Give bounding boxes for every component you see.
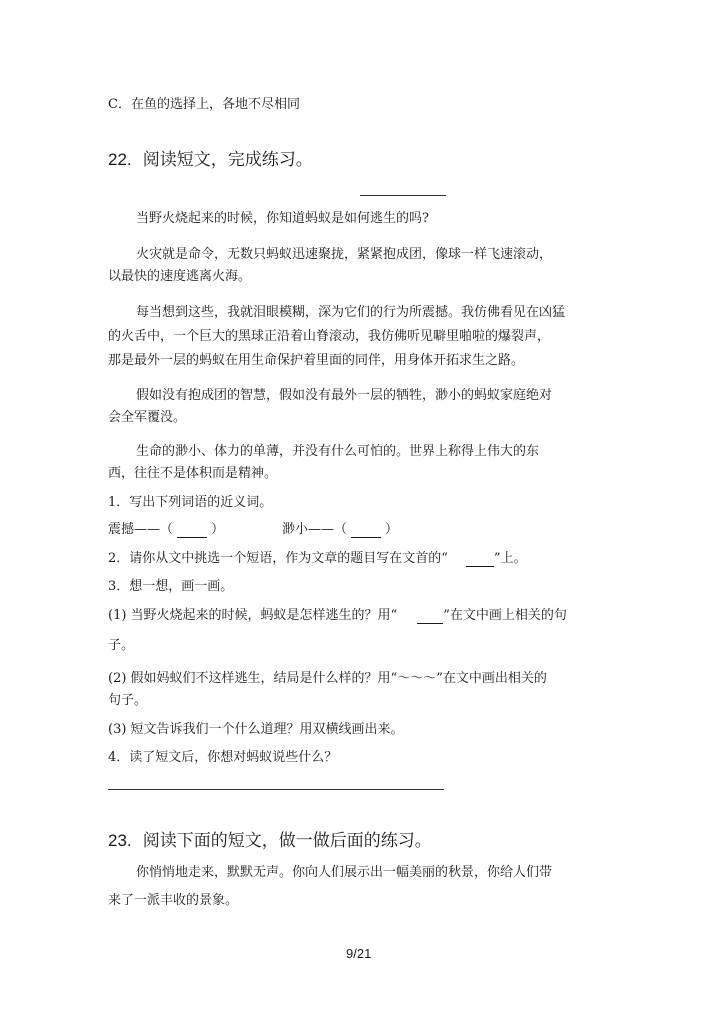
passage-line: 来了一派丰收的景象。 bbox=[108, 893, 239, 908]
passage-line: 生命的渺小、体力的单薄，并没有什么可怕的。世界上称得上伟大的东 bbox=[136, 444, 540, 459]
synonym-close: ） bbox=[385, 522, 399, 537]
task-3-1-cont: 子。 bbox=[108, 638, 135, 653]
task-3-1 bbox=[108, 604, 567, 624]
question-22-heading bbox=[108, 145, 313, 170]
passage-line: 你悄悄地走来，默默无声。你向人们展示出一幅美丽的秋景，你给人们带 bbox=[136, 865, 553, 880]
page-number: 9/21 bbox=[346, 946, 372, 961]
answer-blank[interactable] bbox=[466, 551, 494, 567]
synonym-item bbox=[282, 518, 398, 538]
passage-line: 假如没有抱成团的智慧，假如没有最外一层的牺牲，渺小的蚂蚁家庭绝对 bbox=[136, 388, 553, 403]
task-3-3: (3) 短文告诉我们一个什么道理？用双横线画出来。 bbox=[108, 722, 404, 737]
answer-blank[interactable] bbox=[177, 522, 207, 538]
task-4: 4．读了短文后，你想对蚂蚁说些什么？ bbox=[108, 750, 338, 765]
task-3-1-end: ”在文中画上相关的句 bbox=[443, 608, 567, 623]
synonym-close: ） bbox=[211, 522, 225, 537]
synonym-item bbox=[108, 518, 224, 538]
passage-line: 会全军覆没。 bbox=[108, 410, 187, 425]
task-2-text: 2．请你从文中挑选一个短语，作为文章的题目写在文首的“ bbox=[108, 551, 448, 566]
task-3-2-cont: 句子。 bbox=[108, 693, 148, 708]
question-title: 阅读下面的短文，做一做后面的练习。 bbox=[142, 831, 432, 851]
question-number: 22. bbox=[108, 150, 132, 169]
task-2-end: ”上。 bbox=[493, 551, 527, 566]
synonym-word: 渺小——（ bbox=[282, 522, 348, 537]
option-c: C．在鱼的选择上，各地不尽相同 bbox=[108, 97, 300, 112]
question-title: 阅读短文，完成练习。 bbox=[142, 150, 313, 170]
task-3-1-text: (1) 当野火烧起来的时候，蚂蚁是怎样逃生的？用“ bbox=[108, 608, 398, 623]
passage-line: 那是最外一层的蚂蚁在用生命保护着里面的同伴，用身体开拓求生之路。 bbox=[108, 353, 525, 368]
passage-line: 的火舌中，一个巨大的黑球正沿着山脊滚动，我仿佛听见噼里啪啦的爆裂声， bbox=[108, 329, 551, 344]
passage-line: 每当想到这些，我就泪眼模糊，深为它们的行为所震撼。我仿佛看见在凶猛 bbox=[136, 305, 566, 320]
answer-line[interactable] bbox=[108, 789, 444, 790]
task-2 bbox=[108, 547, 527, 567]
answer-blank[interactable] bbox=[417, 608, 443, 624]
task-1: 1．写出下列词语的近义词。 bbox=[108, 495, 273, 510]
passage-line: 以最快的速度逃离火海。 bbox=[108, 269, 252, 284]
passage-line: 西，往往不是体积而是精神。 bbox=[108, 466, 278, 481]
answer-blank[interactable] bbox=[351, 522, 381, 538]
synonym-word: 震撼——（ bbox=[108, 522, 174, 537]
title-blank-line bbox=[360, 195, 446, 196]
task-3: 3．想一想，画一画。 bbox=[108, 579, 234, 594]
passage-line: 火灾就是命令，无数只蚂蚁迅速聚拢，紧紧抱成团，像球一样飞速滚动， bbox=[136, 247, 553, 262]
question-23-heading bbox=[108, 826, 432, 851]
task-3-2: (2) 假如妈蚁们不这样逃生，结局是什么样的？用“～～～”在文中画出相关的 bbox=[108, 671, 547, 686]
passage-line: 当野火烧起来的时候，你知道蚂蚁是如何逃生的吗? bbox=[136, 211, 429, 226]
question-number: 23. bbox=[108, 831, 132, 850]
